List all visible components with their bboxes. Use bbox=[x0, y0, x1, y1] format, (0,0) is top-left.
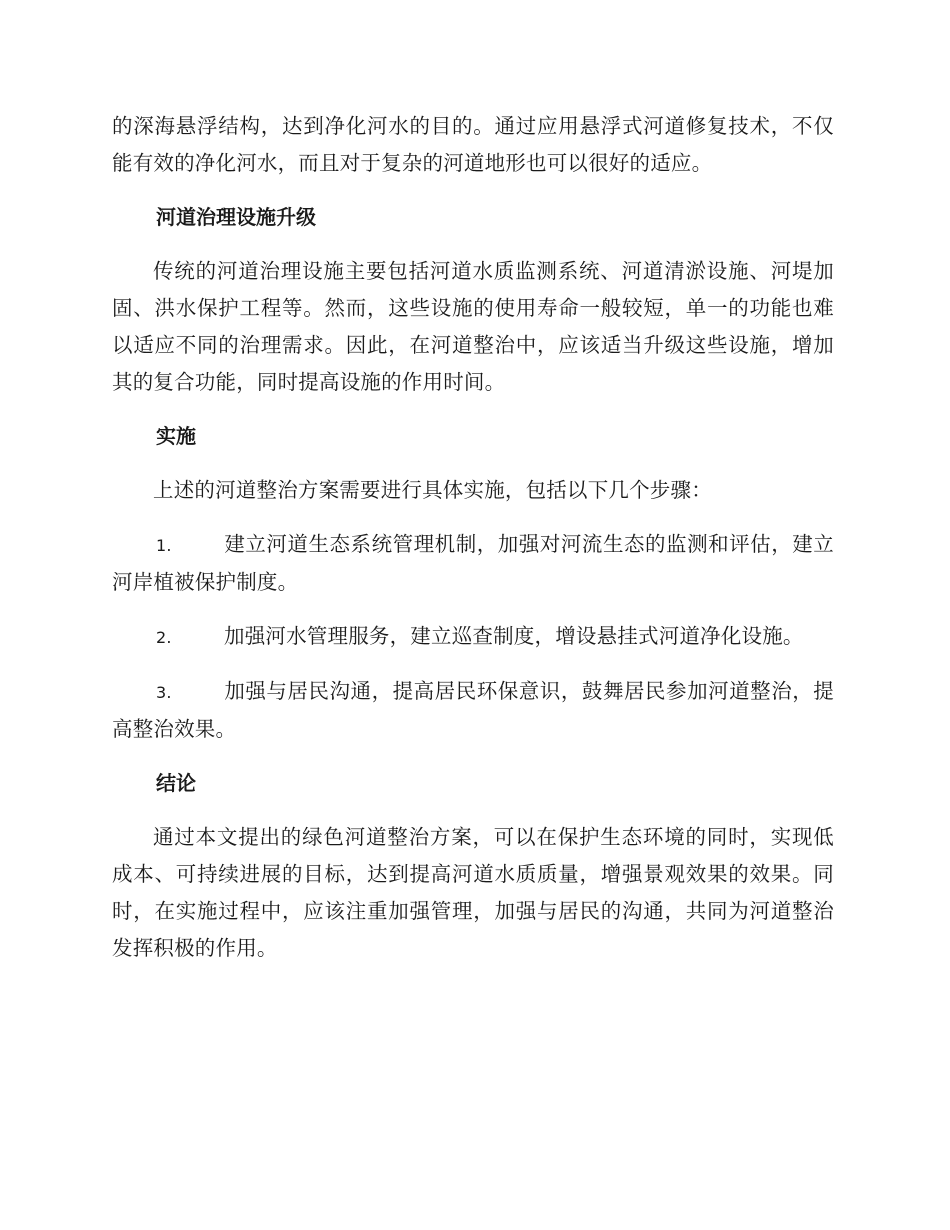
section-heading-conclusion: 结论 bbox=[156, 771, 196, 795]
implementation-paragraph: 上述的河道整治方案需要进行具体实施，包括以下几个步骤： bbox=[153, 478, 712, 502]
step-text: 加强河水管理服务，建立巡查制度，增设悬挂式河道净化设施。 bbox=[224, 624, 804, 648]
upgrade-paragraph: 传统的河道治理设施主要包括河道水质监测系统、河道清淤设施、河堤加固、洪水保护工程等。然而，这些设施的使用寿命一般较短，单一的功能也难以适应不同的治理需求。因此，在河道整治中，应该适当升级这些设施，增加其的复合功能，同时提高设施的作用时间。 bbox=[112, 259, 834, 394]
document-page bbox=[112, 108, 834, 984]
intro-paragraph: 的深海悬浮结构，达到净化河水的目的。通过应用悬浮式河道修复技术，不仅能有效的净化河水，而且对于复杂的河道地形也可以很好的适应。 bbox=[112, 114, 834, 175]
step-item-1 bbox=[112, 526, 834, 601]
step-number: 2. bbox=[156, 628, 172, 647]
step-number: 3. bbox=[156, 683, 172, 702]
step-text: 加强与居民沟通，提高居民环保意识，鼓舞居民参加河道整治，提高整治效果。 bbox=[112, 679, 834, 741]
step-item-2 bbox=[112, 618, 834, 656]
section-heading-upgrade: 河道治理设施升级 bbox=[156, 205, 316, 229]
step-item-3 bbox=[112, 673, 834, 748]
step-text: 建立河道生态系统管理机制，加强对河流生态的监测和评估，建立河岸植被保护制度。 bbox=[112, 532, 834, 594]
conclusion-paragraph: 通过本文提出的绿色河道整治方案，可以在保护生态环境的同时，实现低成本、可持续进展的目标，达到提高河道水质质量，增强景观效果的效果。同时，在实施过程中，应该注重加强管理，加强与居民的沟通，共同为河道整治发挥积极的作用。 bbox=[112, 825, 834, 960]
section-heading-implementation: 实施 bbox=[156, 424, 196, 448]
step-number: 1. bbox=[156, 536, 172, 555]
